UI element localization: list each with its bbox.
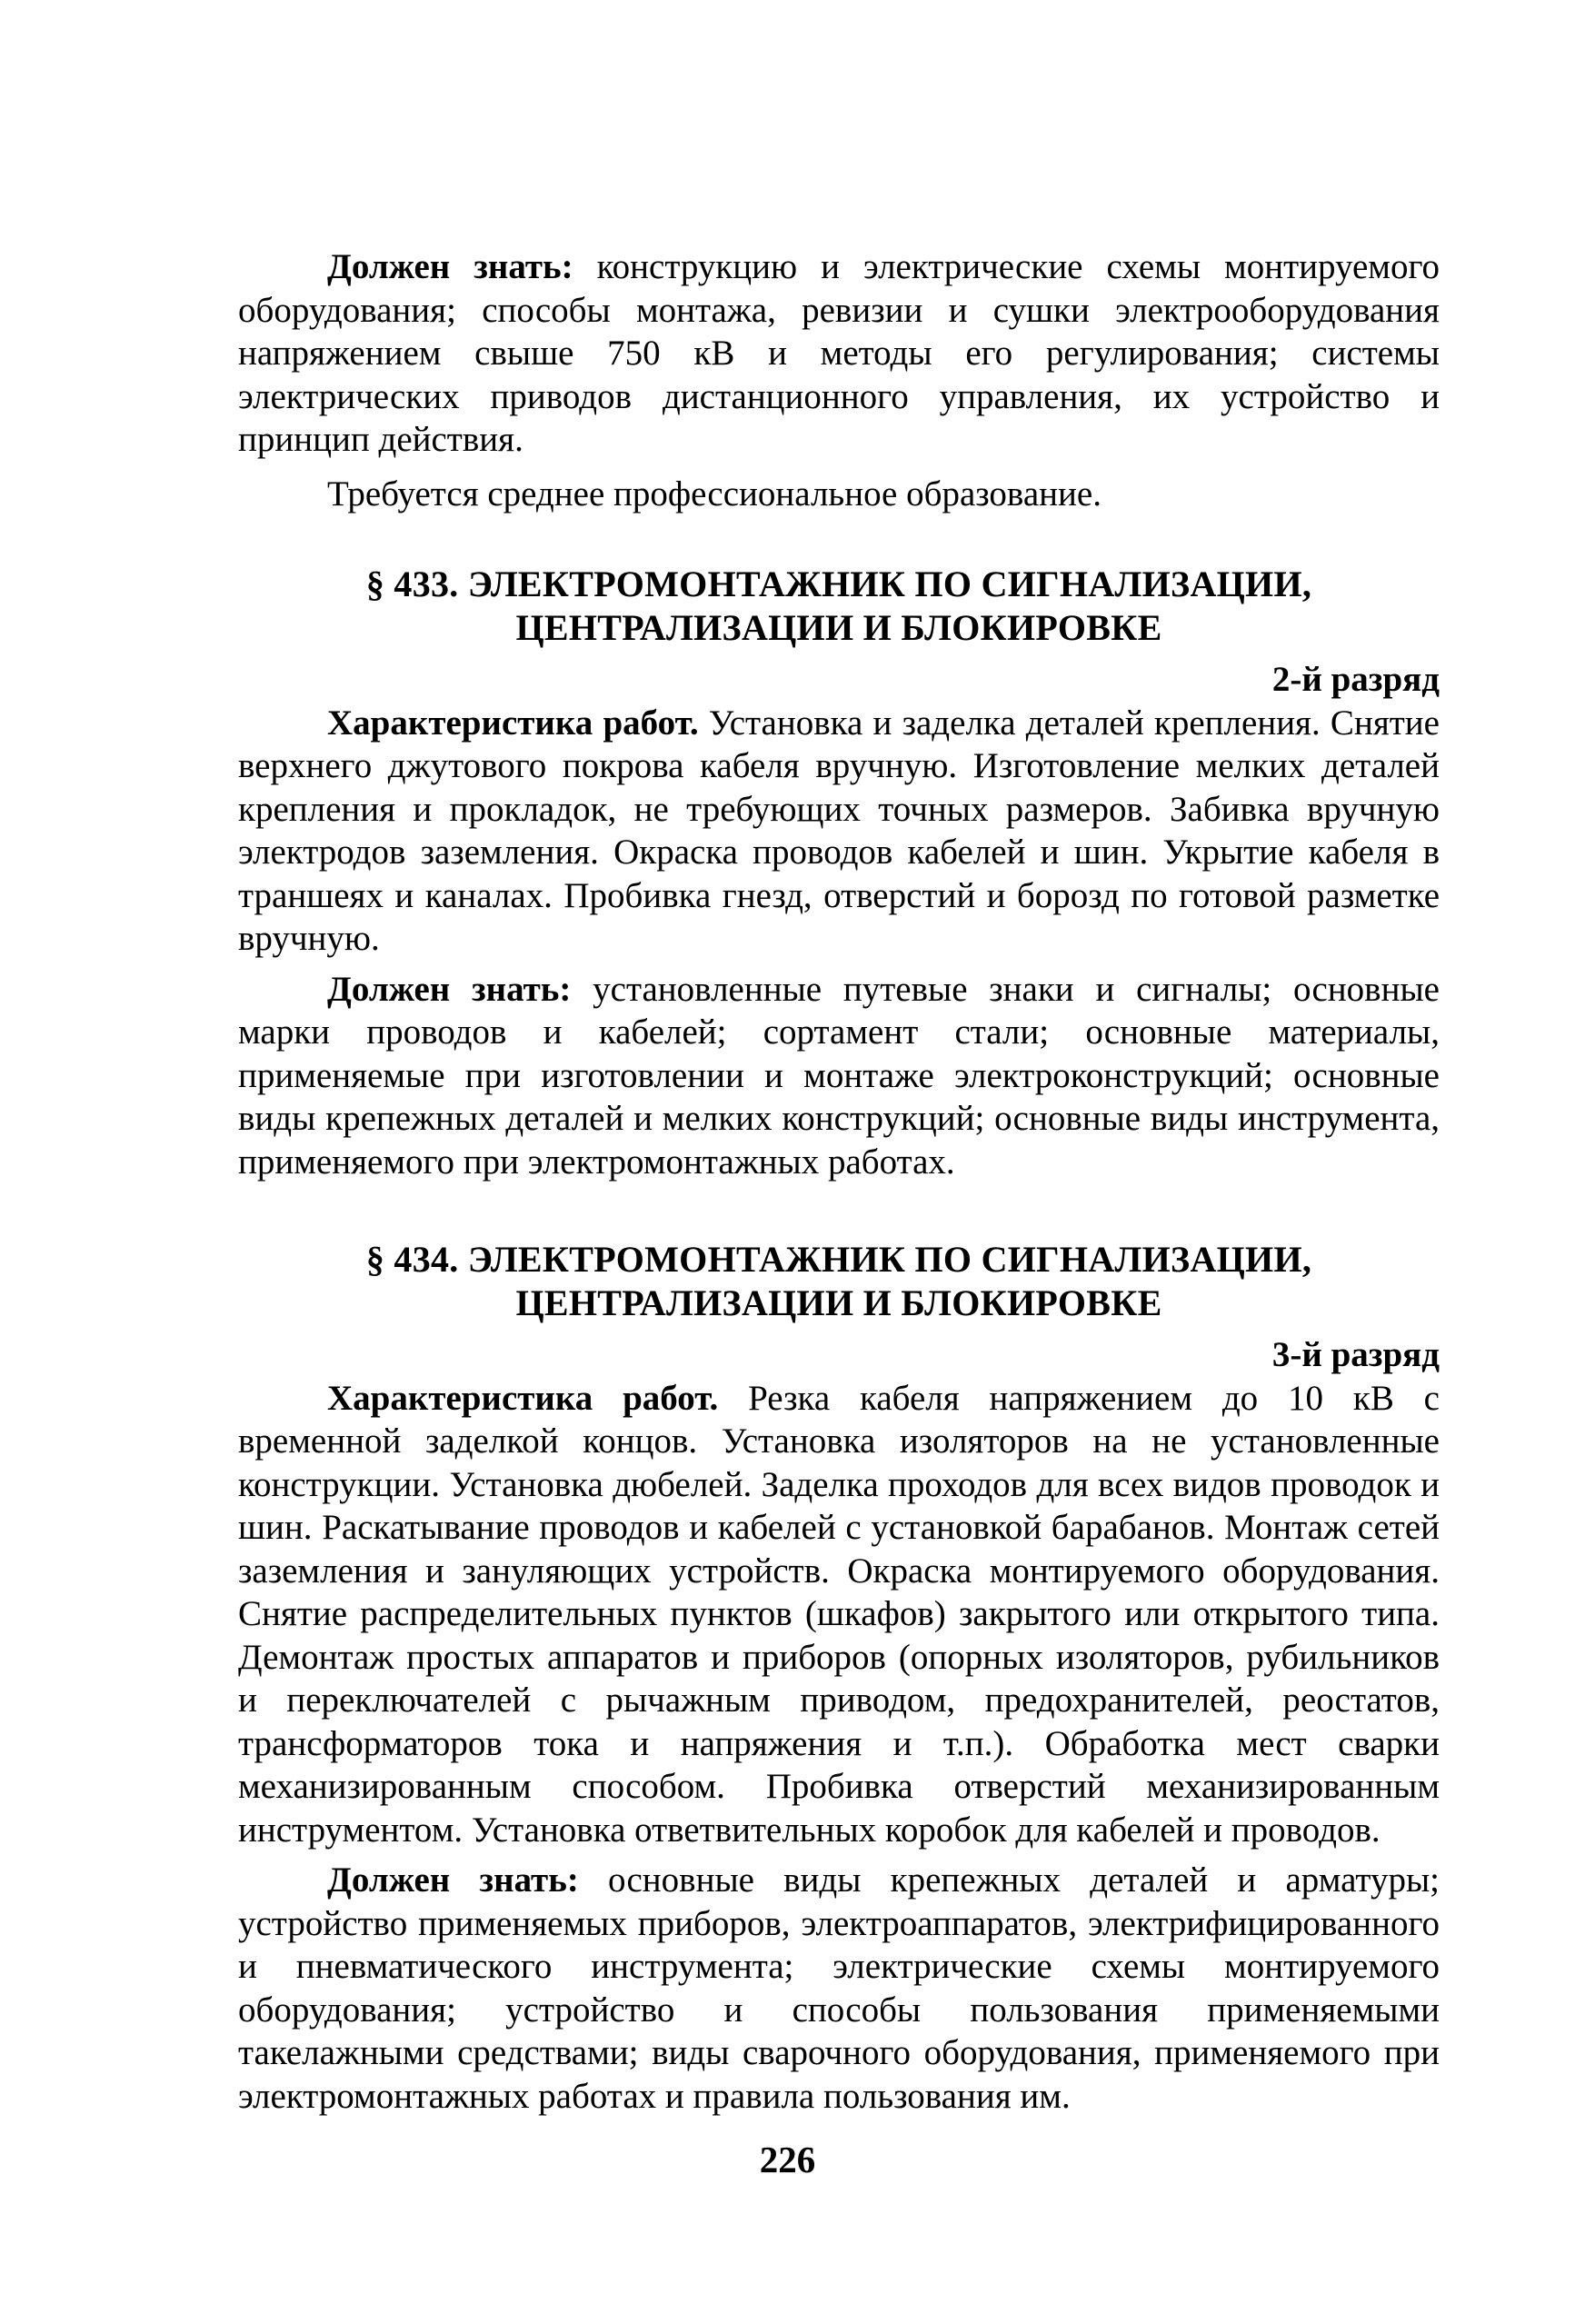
section-433-knowledge-label: Должен знать: xyxy=(327,969,572,1009)
section-433-title-line2: ЦЕНТРАЛИЗАЦИИ И БЛОКИРОВКЕ xyxy=(515,606,1162,648)
intro-knowledge-label: Должен знать: xyxy=(327,247,573,286)
education-requirement: Требуется среднее профессиональное образование. xyxy=(327,474,1102,514)
section-434-work-label: Характеристика работ. xyxy=(327,1378,719,1418)
section-433-work-paragraph xyxy=(238,702,1440,961)
section-434-knowledge-label: Должен знать: xyxy=(327,1860,579,1900)
section-433-work-text: Установка и заделка деталей крепления. Снятие верхнего джутового покрова кабеля вручную. Изготовление мелких деталей крепления и прокладок, не требующих точных размеров. Забивка вручную электродов заземления. Окраска проводов кабелей и шин. Укрытие кабеля в траншеях и каналах. Пробивка гнезд, отверстий и борозд по готовой разметке вручную. xyxy=(238,703,1440,958)
intro-knowledge-paragraph xyxy=(238,245,1440,462)
page-body xyxy=(238,245,1440,2118)
section-433-knowledge-text: установленные путевые знаки и сигналы; основные марки проводов и кабелей; сортамент стали; основные материалы, применяемые при изготовлении и монтаже электроконструкций; основные виды крепежных деталей и мелких конструкций; основные виды инструмента, применяемого при электромонтажных работах. xyxy=(238,969,1440,1182)
section-434-title xyxy=(238,1238,1440,1324)
section-433-knowledge-paragraph xyxy=(238,968,1440,1184)
section-434-knowledge-paragraph xyxy=(238,1859,1440,2118)
section-434-grade: 3-й разряд xyxy=(1271,1335,1440,1374)
section-434-work-paragraph xyxy=(238,1377,1440,1852)
section-433-work-label: Характеристика работ. xyxy=(327,703,699,743)
section-433-title-line1: § 433. ЭЛЕКТРОМОНТАЖНИК ПО СИГНАЛИЗАЦИИ, xyxy=(365,564,1312,604)
intro-knowledge-text: конструкцию и электрические схемы монтируемого оборудования; способы монтажа, ревизии и сушки электрооборудования напряжением свыше 750 кВ и методы его регулирования; системы электрических приводов дистанционного управления, их устройство и принцип действия. xyxy=(238,247,1440,459)
section-434-title-line1: § 434. ЭЛЕКТРОМОНТАЖНИК ПО СИГНАЛИЗАЦИИ, xyxy=(365,1239,1312,1280)
section-434-title-line2: ЦЕНТРАЛИЗАЦИИ И БЛОКИРОВКЕ xyxy=(515,1282,1162,1323)
section-433-grade: 2-й разряд xyxy=(1271,660,1440,699)
section-434-work-text: Резка кабеля напряжением до 10 кВ с временной заделкой концов. Установка изоляторов на не установленные конструкции. Установка дюбелей. Заделка проходов для всех видов проводок и шин. Раскатывание проводов и кабелей с установкой барабанов. Монтаж сетей заземления и зануляющих устройств. Окраска монтируемого оборудования. Снятие распределительных пунктов (шкафов) закрытого или открытого типа. Демонтаж простых аппаратов и приборов (опорных изоляторов, рубильников и переключателей с рычажным приводом, предохранителей, реостатов, трансформаторов тока и напряжения и т.п.). Обработка мест сварки механизированным способом. Пробивка отверстий механизированным инструментом. Установка ответвительных коробок для кабелей и проводов. xyxy=(238,1378,1440,1850)
page-number: 226 xyxy=(759,2139,816,2180)
section-434-knowledge-text: основные виды крепежных деталей и арматуры; устройство применяемых приборов, электроаппаратов, электрифицированного и пневматического инструмента; электрические схемы монтируемого оборудования; устройство и способы пользования применяемыми такелажными средствами; виды сварочного оборудования, применяемого при электромонтажных работах и правила пользования им. xyxy=(238,1860,1440,2116)
section-433-title xyxy=(238,563,1440,649)
